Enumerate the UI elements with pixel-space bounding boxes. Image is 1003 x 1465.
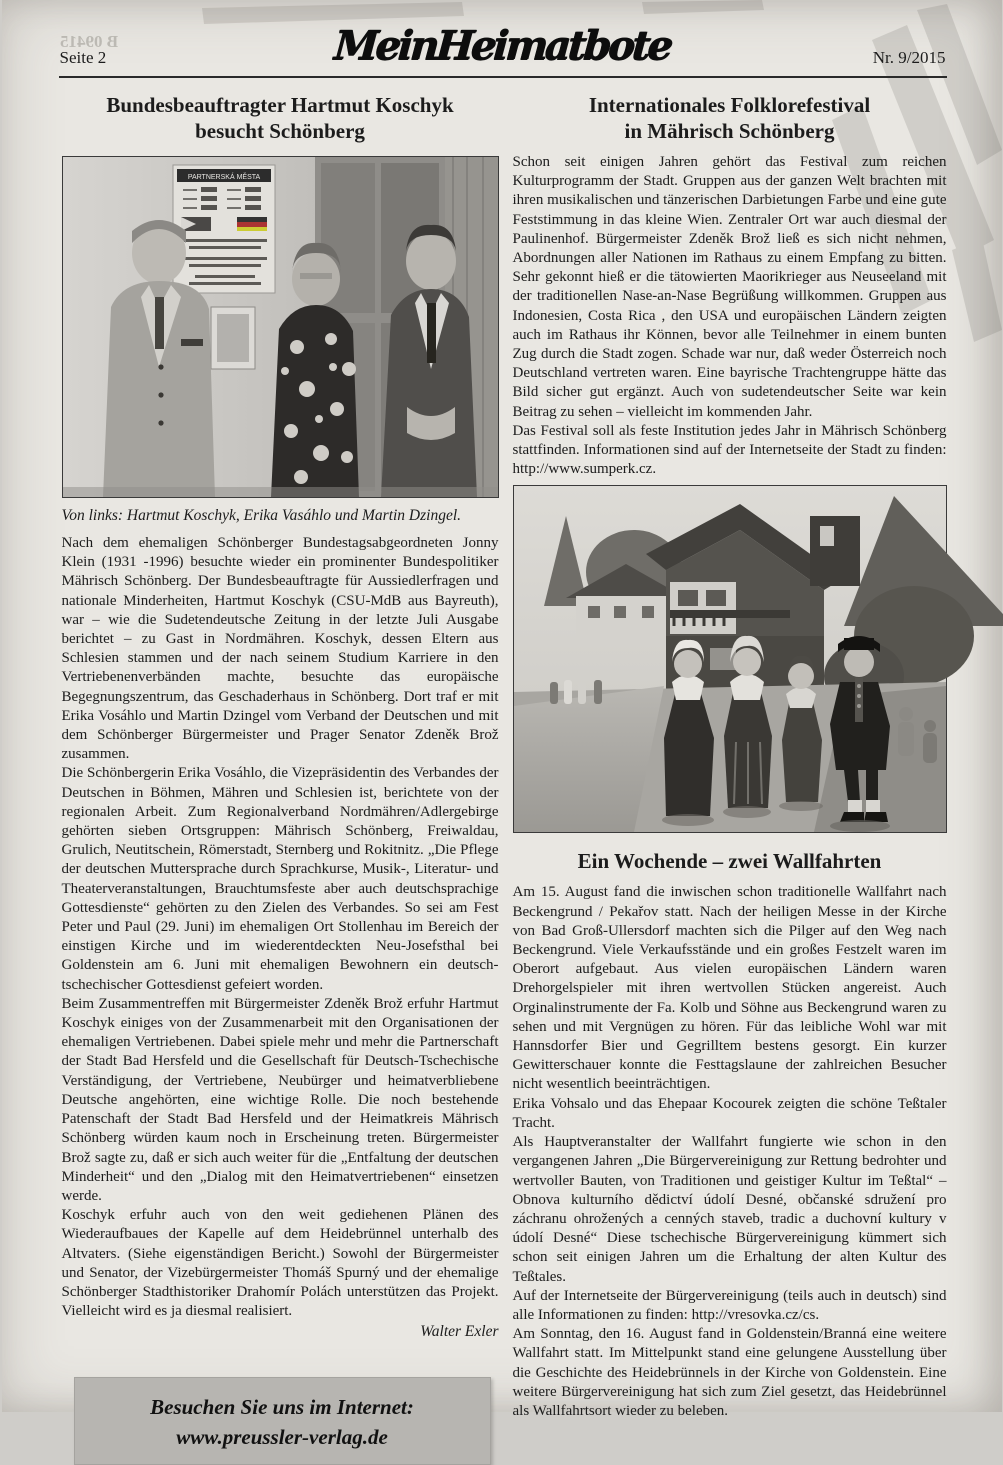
right-article2-headline: Ein Wochende – zwei Wallfahrten: [513, 849, 947, 874]
masthead-title: MeinHeimatbote: [0, 22, 1003, 69]
left-article-headline: [62, 92, 499, 144]
header-rule: [59, 76, 947, 78]
right-headline-line1: Internationales Folklorefestival: [513, 92, 947, 118]
right2-paragraph-3: Als Hauptveranstalter der Wallfahrt fungierte wie schon in den vergangenen Jahren „Die Bürgervereinigung zur Rettung bedrohter und wertvoller Bauten, von Traditionen und geistiger Kultur im Teßtal“ – Obnova kulturního dědictví údolí Desné, občanské sdružení pro záchranu ohrožených a cenných staveb, tradic a duchovní kultury v údolí Desné“ Diese tschechische Bürgervereinigung kümmert sich schon seit einigen Jahren um die Erhaltung der alten Kultur des Teßtales.: [513, 1133, 947, 1287]
left-article-photo: [62, 156, 499, 498]
bleedthrough-code: B 09415: [60, 32, 118, 52]
right-article1-headline: [513, 92, 947, 144]
right2-paragraph-5: Am Sonntag, den 16. August fand in Goldenstein/Branná eine weitere Wallfahrt statt. Im Mittelpunkt stand eine gelungene Ausstellung über die Geschichte des Heidebrünnels in der Kirche von Goldenstein. Eine weitere Bürgervereinigung hat sich zum Ziel gesetzt, das Heidebrünnel als Wallfahrtsort wieder zu beleben.: [513, 1325, 947, 1421]
bulletin-poster: [173, 165, 275, 293]
left-article-body: [62, 534, 499, 1321]
right-article-photo: [513, 485, 947, 833]
right2-paragraph-4: Auf der Internetseite der Bürgervereinigung (teils auch in deutsch) sind alle Informationen zu finden: http://vresovka.cz/cs.: [513, 1287, 947, 1325]
left-paragraph-3: Beim Zusammentreffen mit Bürgermeister Zdeněk Brož erfuhr Hartmut Koschyk einiges von der Zusammenarbeit mit den Organisationen der ehemaligen Vertriebenen. Dabei spiele mehr und mehr die Partnerschaft der Stadt Bad Hersfeld und die Gesellschaft für Deutsch-Tschechische Verständigung, der Vertriebene, Neubürger und heimatverbliebene Deutsche angehörten, eine wichtige Rolle. Die noch bestehende Patenschaft der Stadt Bad Hersfeld und der Heimatkreis Mährisch Schönberg würden kaum noch in Erscheinung treten. Bürgermeister Brož sagte zu, daß er sich auch weiter für die „Entfaltung der deutschen Minderheit“ und den „Dialog mit den Heimatvertriebenen“ einsetzen werde.: [62, 995, 499, 1206]
right2-paragraph-2: Erika Vohsalo und das Ehepaar Kocourek zeigten die schöne Teßtaler Tracht.: [513, 1095, 947, 1133]
newspaper-page: [2, 0, 1002, 1412]
right1-paragraph-1: Schon seit einigen Jahren gehört das Festival zum reichen Kulturprogramm der Stadt. Gruppen aus der ganzen Welt brachten mit ihren musikalischen und tänzerischen Darbietungen Farbe und eine gute Feststimmung in das kleine Wien. Zentraler Ort war auch diesmal der Paulinenhof. Bürgermeister Zdeněk Brož ließ es sich nicht nehmen, Abordnungen aller Nationen im Rathaus zu einem Empfang zu bitten. Sehr gekonnt hieß er die tätowierten Maorikrieger aus Neuseeland mit der traditionellen Nase-an-Nase Begrüßung willkommen. Gruppen aus Indonesien, Costa Rica , den USA und europäischen Ländern zeigten auch im Rathaus ihr Können, bevor alle Teilnehmer in einem bunten Zug durch die Stadt zogen. Schade war nur, daß weder Österreich noch Deutschland vertreten waren. Eine bayrische Trachtengruppe hätte das Bild sicher gut ergänzt. Auch von sudetendeutscher Seite war kein Beitrag zu sehen – vielleicht im kommenden Jahr.: [513, 153, 947, 422]
left-paragraph-2: Die Schönbergerin Erika Vosáhlo, die Vizepräsidentin des Verbandes der Deutschen in Böhmen, Mähren und Schlesien ist, berichtete von der regionalen Arbeit. Zum Regionalverband Nordmähren/Adlergebirge gehörten sieben Ortsgruppen: Mährisch Schönberg, Freiwaldau, Grulich, Neutitschein, Römerstadt, Sternberg und Rokitnitz. „Die Pflege der deutschen Muttersprache durch Sprachkurse, Musik-, Literatur- und Theaterveranstaltungen, Brauchtumsfeste aber auch deutschsprachige Gottesdienste“ gehörten zu den Zielen des Verbandes. So sei am Fest Peter und Paul (29. Juni) im ehemaligen Ort Stollenhau im Bereich der einstigen Kirche und im wiederentdeckten Neu-Josefsthal bei Goldenstein am 6. Juni mit ehemaligen Bewohnern ein deutsch-tschechischer Gottesdienst gefeiert worden.: [62, 764, 499, 994]
right-headline-line2: in Mährisch Schönberg: [513, 118, 947, 144]
right-article1-body: [513, 153, 947, 479]
page-number-label: Seite 2: [60, 48, 107, 68]
author-byline: Walter Exler: [62, 1323, 499, 1341]
right1-paragraph-2: Das Festival soll als feste Institution jedes Jahr in Mährisch Schönberg stattfinden. Informationen sind auf der Internetseite der Stadt zu finden: http://www.sumperk.cz.: [513, 422, 947, 480]
right-column: [513, 88, 947, 1421]
left-photo-caption: Von links: Hartmut Koschyk, Erika Vasáhlo und Martin Dzingel.: [62, 507, 499, 525]
internet-promo-box: [74, 1377, 491, 1465]
promo-line-1: Besuchen Sie uns im Internet:: [83, 1392, 482, 1422]
left-paragraph-4: Koschyk erfuhr auch von den weit gediehenen Plänen des Wiederaufbaues der Kapelle auf dem Heidebrünnel unterhalb des Altvaters. (Siehe eigenständigen Bericht.) Sowohl der Bürgermeister und Senator, der Vizebürgermeister Thomáš Spurný und der ehemalige Schönberger Stadthistoriker Drahomír Polách unterstützen das Projekt. Vielleicht wird es ja diesmal realisiert.: [62, 1206, 499, 1321]
right-article2-body: [513, 883, 947, 1421]
left-headline-line2: besucht Schönberg: [62, 118, 499, 144]
issue-number-label: Nr. 9/2015: [873, 48, 946, 68]
poster-title: PARTNERSKÁ MĚSTA: [187, 172, 260, 181]
left-paragraph-1: Nach dem ehemaligen Schönberger Bundestagsabgeordneten Jonny Klein (1931 -1996) besuchte wieder ein prominenter Bundespolitiker Mährisch Schönberg. Der Bundesbeauftragte für Aussiedlerfragen und nationale Minderheiten, Hartmut Koschyk (CSU-MdB aus Bayreuth), war – wie die Sudetendeutsche Zeitung in der letzte Juli Ausgabe berichtet – zu Gast in Nordmähren. Koschyk, dessen Eltern aus Schlesien stammen und der nach seinem Studium Karriere in den Vertriebenenverbänden machte, besuchte das europäische Begegnungszentrum, das Geschaderhaus in Schönberg. Dort traf er mit Erika Vosáhlo und Martin Dzingel vom Verband der Deutschen und mit dem Schönberger Bürgermeister und Prager Senator Zdeněk Brož zusammen.: [62, 534, 499, 764]
promo-url: www.preussler-verlag.de: [83, 1422, 482, 1452]
left-column: [62, 88, 499, 1465]
framed-certificate-inner: [217, 314, 249, 362]
right2-paragraph-1: Am 15. August fand die inwischen schon traditionelle Wallfahrt nach Beckengrund / Pekařov statt. Nach der heiligen Messe in der Kirche von Bad Groß-Ullersdorf machten sich die Pilger auf den Weg nach Beckengrund. Viele Verkaufsstände und ein großes Festzelt waren im Oberort aufgebaut. Aus vielen europäischen Ländern waren Drehorgelspieler mit ihren wertvollen Stücken angereist. Auch Orginalinstrumente der Fa. Kolb und Söhne aus Beckengrund waren zu sehen und mit Vergnügen zu hören. Für das leibliche Wohl war mit Hannsdorfer Bier und Gegrilltem bestens gesorgt. Ein kurzer Gewitterschauer konnte die Festtagslaune der zahlreichen Besucher nicht wesentlich beeinträchtigen.: [513, 883, 947, 1094]
left-headline-line1: Bundesbeauftragter Hartmut Koschyk: [62, 92, 499, 118]
